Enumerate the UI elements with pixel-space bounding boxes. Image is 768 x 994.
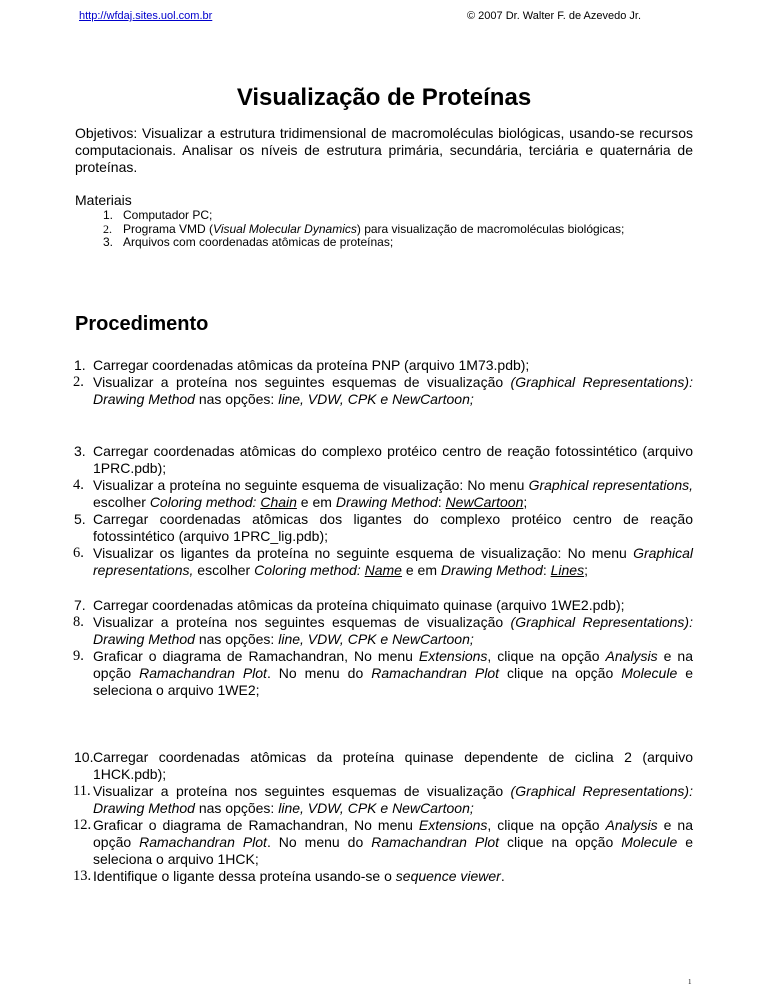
procedure-group-4 xyxy=(73,749,693,885)
list-item xyxy=(74,749,693,783)
page-number: 1 xyxy=(688,978,692,986)
step-text: Carregar coordenadas atômicas da proteína chiquimato quinase (arquivo 1WE2.pdb); xyxy=(93,597,625,613)
step-number: 10. xyxy=(74,749,94,765)
step-text: Identifique o ligante dessa proteína usando-se o sequence viewer. xyxy=(93,868,505,884)
list-item xyxy=(73,868,693,885)
step-text: Carregar coordenadas atômicas do complexo protéico centro de reação fotossintético (arquivo 1PRC.pdb); xyxy=(93,443,693,476)
list-item-text: Programa VMD (Visual Molecular Dynamics) para visualização de macromoléculas biológicas; xyxy=(123,221,625,236)
step-number: 4. xyxy=(73,477,84,493)
step-number: 6. xyxy=(73,545,84,561)
step-text: Visualizar os ligantes da proteína no seguinte esquema de visualização: No menu Graphical representations, escolher Coloring method: Name e em Drawing Method: Lines; xyxy=(93,545,693,578)
list-item xyxy=(73,545,693,579)
step-text: Visualizar a proteína nos seguintes esquemas de visualização (Graphical Representations): Drawing Method nas opções: line, VDW, CPK e NewCartoon; xyxy=(93,614,693,647)
list-item-number: 1. xyxy=(103,208,114,222)
step-text: Carregar coordenadas atômicas dos ligantes do complexo protéico centro de reação fotossintético (arquivo 1PRC_lig.pdb); xyxy=(93,511,693,544)
list-item xyxy=(73,783,693,817)
step-number: 1. xyxy=(74,357,86,373)
list-item-number: 3. xyxy=(103,235,114,249)
list-item xyxy=(74,443,693,477)
step-number: 12. xyxy=(73,817,92,833)
header-copyright: © 2007 Dr. Walter F. de Azevedo Jr. xyxy=(467,10,642,22)
step-number: 7. xyxy=(74,597,86,613)
list-item xyxy=(73,648,693,699)
list-item xyxy=(74,597,693,614)
list-item-text: Computador PC; xyxy=(123,208,213,222)
list-item xyxy=(103,235,693,250)
page-title: Visualização de Proteínas xyxy=(236,84,532,111)
materials-list xyxy=(103,208,693,250)
step-text: Graficar o diagrama de Ramachandran, No menu Extensions, clique na opção Analysis e na opção Ramachandran Plot. No menu do Ramachandran Plot clique na opção Molecule e seleciona o arquivo 1HCK; xyxy=(93,817,693,867)
materials-label: Materiais xyxy=(75,192,132,208)
header-url-link[interactable]: http://wfdaj.sites.uol.com.br xyxy=(79,10,213,22)
step-number: 13. xyxy=(73,868,92,884)
step-number: 8. xyxy=(73,614,84,630)
step-text: Graficar o diagrama de Ramachandran, No menu Extensions, clique na opção Analysis e na opção Ramachandran Plot. No menu do Ramachandran Plot clique na opção Molecule e seleciona o arquivo 1WE2; xyxy=(93,648,693,698)
procedure-group-1 xyxy=(73,357,693,408)
list-item xyxy=(103,221,693,237)
list-item xyxy=(73,817,693,868)
objectives-paragraph: Objetivos: Visualizar a estrutura tridimensional de macromoléculas biológicas, usando-se recursos computacionais. Analisar os níveis de estrutura primária, secundária, terciária e quaternária de proteínas. xyxy=(75,125,693,175)
step-number: 11. xyxy=(73,783,91,799)
procedure-group-3 xyxy=(73,597,693,699)
step-number: 2. xyxy=(73,374,84,390)
list-item xyxy=(73,374,693,408)
procedure-group-2 xyxy=(73,443,693,579)
step-text: Visualizar a proteína no seguinte esquema de visualização: No menu Graphical representations, escolher Coloring method: Chain e em Drawing Method: NewCartoon; xyxy=(93,477,693,510)
step-text: Carregar coordenadas atômicas da proteína quinase dependente de ciclina 2 (arquivo 1HCK.pdb); xyxy=(93,749,693,782)
step-text: Visualizar a proteína nos seguintes esquemas de visualização (Graphical Representations): Drawing Method nas opções: line, VDW, CPK e NewCartoon; xyxy=(93,374,693,407)
list-item xyxy=(103,208,693,223)
step-text: Carregar coordenadas atômicas da proteína PNP (arquivo 1M73.pdb); xyxy=(93,357,530,373)
step-number: 3. xyxy=(74,443,86,459)
list-item xyxy=(74,511,693,545)
procedure-heading: Procedimento xyxy=(75,313,209,335)
list-item-number: 2. xyxy=(103,221,112,236)
list-item-text: Arquivos com coordenadas atômicas de proteínas; xyxy=(123,235,394,249)
list-item xyxy=(74,357,693,374)
step-number: 9. xyxy=(73,648,84,664)
step-text: Visualizar a proteína nos seguintes esquemas de visualização (Graphical Representations): Drawing Method nas opções: line, VDW, CPK e NewCartoon; xyxy=(93,783,693,816)
list-item xyxy=(73,614,693,648)
list-item xyxy=(73,477,693,511)
step-number: 5. xyxy=(74,511,86,527)
